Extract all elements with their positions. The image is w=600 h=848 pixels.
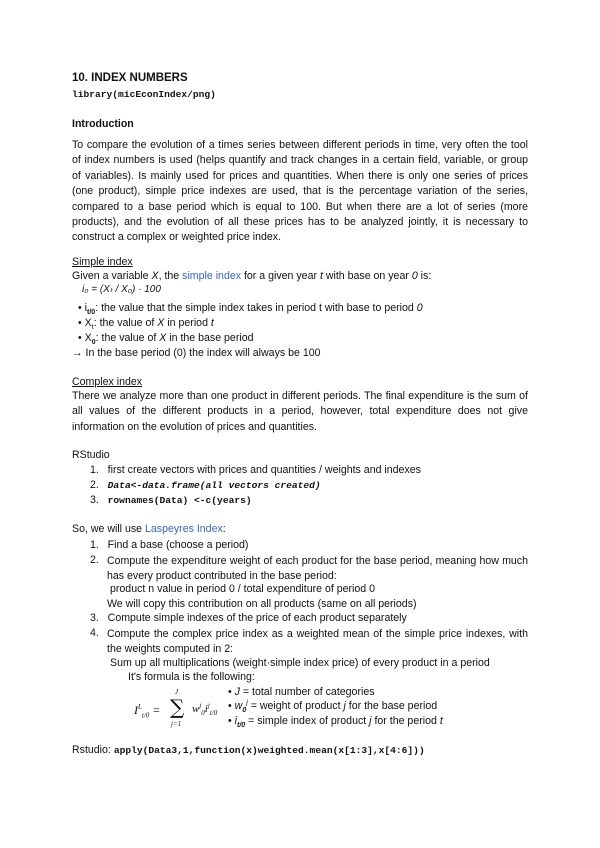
rstudio-step-3: 3. rownames(Data) <-c(years) — [90, 494, 252, 506]
complex-index-paragraph: There we analyze more than one product in different periods. The final expenditure is the sum of all values of the different products in a period, however, total expenditure does not give information on the evolution of prices and quantities. — [72, 390, 528, 433]
simple-index-definition: Given a variable X, the simple index for a given year t with base on year 0 is: — [72, 270, 432, 282]
laspeyres-step-4: Compute the complex price index as a weighted mean of the simple price indexes, with the weights computed in 2: — [107, 628, 528, 655]
laspeyres-step-4-formula-intro: It's formula is the following: — [128, 671, 255, 683]
intro-paragraph: To compare the evolution of a times series between different periods in time, very often the tool of index numbers is used (helps quantify and track changes in a certain field, variable, or group of variables). Is mainly used for prices and quantities. When there is only one series of prices (one product), simple price indexes are used, that is the percentage variation of the series, compared to a base period which is equal to 100. But when there are a lot of series (more products), and the evolution of all these prices has to be analyzed jointly, it is necessary to construct a complex or weighted price index. — [72, 139, 528, 244]
formula-weight-term: $w^j_0i^j_{t/0}$ — [192, 701, 218, 718]
laspeyres-step-3: 3. Compute simple indexes of the price of each product separately — [90, 612, 407, 624]
laspeyres-step-4-number: 4. — [90, 627, 99, 639]
section-title: 10. INDEX NUMBERS — [72, 72, 188, 84]
laspeyres-index-link[interactable]: Laspeyres Index — [145, 523, 223, 535]
simple-index-heading: Simple index — [72, 256, 133, 268]
legend-weight: • $w_0^j$ = weight of product j for the base period — [228, 699, 438, 715]
rstudio-step-2: 2. Data<-data.frame(all vectors created) — [90, 479, 321, 491]
laspeyres-step-1: 1. Find a base (choose a period) — [90, 539, 249, 551]
laspeyres-step-2-number: 2. — [90, 554, 99, 566]
intro-heading: Introduction — [72, 118, 134, 130]
laspeyres-intro: So, we will use Laspeyres Index: — [72, 523, 226, 535]
document-page — [72, 0, 528, 848]
legend-total-categories: • J = total number of categories — [228, 686, 375, 698]
laspeyres-step-2-copy: We will copy this contribution on all products (same on all periods) — [107, 598, 417, 610]
rstudio-label: RStudio — [72, 449, 110, 461]
bullet-x0: • $X_0$: the value of X in the base period — [78, 332, 254, 347]
laspeyres-step-2: Compute the expenditure weight of each product for the base period, meaning how much has every product contributed in the base period: — [107, 555, 528, 582]
laspeyres-step-4-sum: Sum up all multiplications (weight·simple index price) of every product in a period — [110, 657, 490, 669]
final-code: apply(Data3,1,function(x)weighted.mean(x[1:3],x[4:6])) — [113, 745, 425, 756]
complex-index-heading: Complex index — [72, 376, 143, 388]
final-rstudio-line: Rstudio: apply(Data3,1,function(x)weighted.mean(x[1:3],x[4:6])) — [72, 744, 425, 756]
laspeyres-step-2-weight: product n value in period 0 / total expenditure of period 0 — [110, 583, 376, 595]
bullet-xt: • $X_t$: the value of X in period t — [78, 317, 214, 332]
formula-sum-upper: J — [175, 688, 179, 696]
library-code: library(micEconIndex/png) — [72, 89, 216, 100]
simple-index-formula: i₀ = (Xₜ / X₀) · 100 — [82, 284, 161, 295]
bullet-simple-index: • $i_{t/0}$: the value that the simple index takes in period t with base to period 0 — [78, 302, 423, 317]
laspeyres-formula-lhs: $I^L_{t/0}$ = — [134, 703, 161, 720]
base-period-note: → In the base period (0) the index will always be 100 — [72, 347, 321, 359]
formula-sum-lower: j=1 — [171, 720, 182, 728]
formula-sigma: ∑ — [170, 695, 185, 719]
legend-simple-index: • $i_{t/0}$ = simple index of product j for the period t — [228, 715, 443, 730]
simple-index-link[interactable]: simple index — [182, 270, 242, 282]
rstudio-step-1: 1. first create vectors with prices and quantities / weights and indexes — [90, 464, 421, 476]
